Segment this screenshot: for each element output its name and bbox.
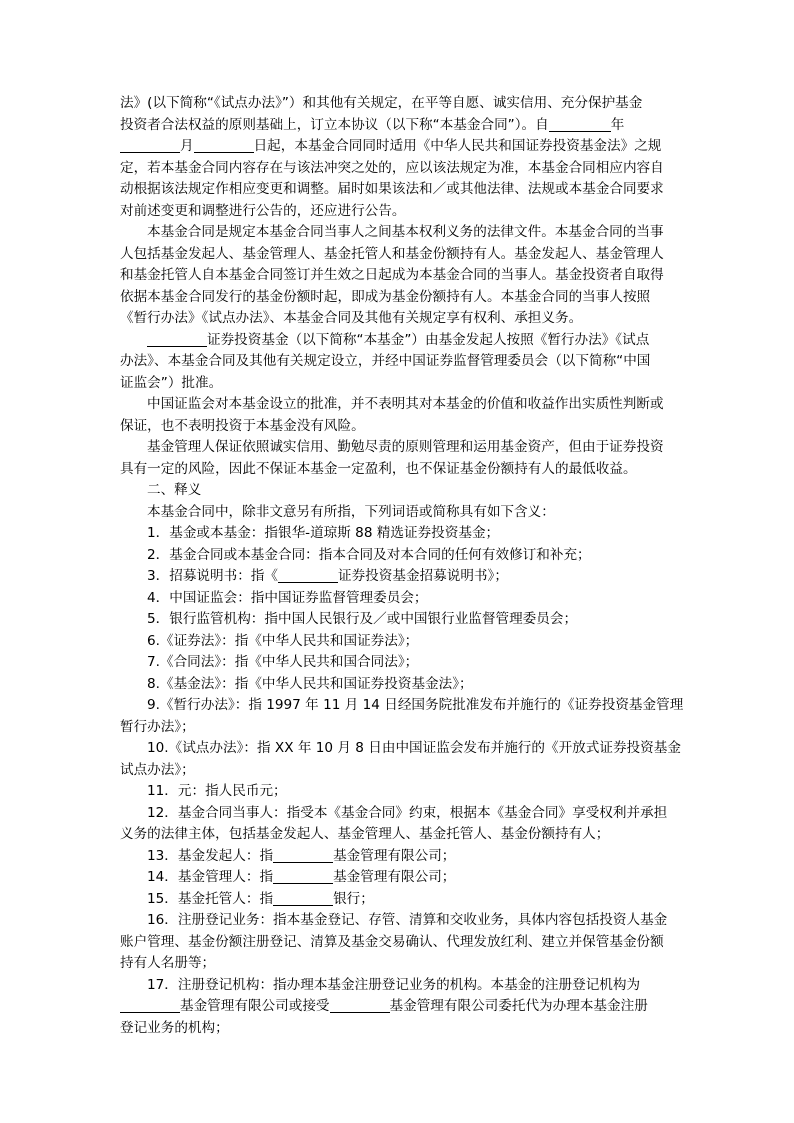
text-line: 动根据该法规定作相应变更和调整。届时如果该法和／或其他法律、法规或本基金合同要求: [120, 181, 664, 197]
definition-item-continuation: 暂行办法》；: [120, 718, 195, 735]
definition-item: 8.《基金法》：指《中华人民共和国证券投资基金法》；: [147, 675, 473, 692]
text-fragment: 投资者合法权益的原则基础上，订立本协议（以下称“本基金合同”）。自: [120, 116, 549, 133]
blank-field: [330, 998, 390, 1013]
definition-item: 7.《合同法》：指《中华人民共和国合同法》；: [147, 654, 419, 670]
definition-item: 11．元：指人民币元；: [147, 783, 287, 799]
text-line: 对前述变更和调整进行公告的，还应进行公告。: [120, 202, 406, 219]
text-line: 证监会”）批准。: [120, 374, 223, 391]
blank-field: [273, 869, 333, 884]
document-body: [120, 93, 684, 1039]
text-fragment: 年: [610, 116, 625, 133]
text-fragment: 基金管理有限公司委托代为办理本基金注册: [389, 998, 648, 1014]
text-line: [120, 115, 676, 137]
text-fragment: 14．基金管理人：指: [147, 869, 274, 885]
definition-item: 17．注册登记机构：指办理本基金注册登记业务的机构。本基金的注册登记机构为: [147, 976, 641, 993]
text-line: 定，若本基金合同内容存在与该法冲突之处的，应以该法规定为准，本基金合同相应内容自: [120, 159, 664, 176]
definitions-intro: 本基金合同中，除非文意另有所指，下列词语或简称具有如下含义：: [147, 503, 555, 520]
text-line: 本基金合同是规定本基金合同当事人之间基本权利义务的法律文件。本基金合同的当事: [147, 224, 664, 240]
text-line: 办法》、本基金合同及其他有关规定设立，并经中国证券监督管理委员会（以下简称“中国: [120, 353, 651, 369]
text-line: 依据本基金合同发行的基金份额时起，即成为基金份额持有人。本基金合同的当事人按照: [120, 288, 651, 305]
definition-item-continuation: 义务的法律主体，包括基金发起人、基金管理人、基金托管人、基金份额持有人；: [120, 826, 610, 842]
text-line: 保证，也不表明投资于本基金没有风险。: [120, 417, 365, 434]
text-fragment: 3．招募说明书：指《: [147, 568, 278, 584]
intro-paragraph: [120, 93, 676, 222]
definition-item: [120, 566, 676, 588]
csrc-paragraph: [120, 394, 676, 437]
definition-item-continuation: 试点办法》；: [120, 761, 195, 778]
blank-field: [120, 998, 180, 1013]
text-line: 《暂行办法》《试点办法》、本基金合同及其他有关规定享有权利、承担义务。: [120, 310, 583, 326]
definition-item-continuation: 账户管理、基金份额注册登记、清算及基金交易确认、代理发放红利、建立并保管基金份额: [120, 933, 664, 950]
text-line: 中国证监会对本基金设立的批准，并不表明其对本基金的价值和收益作出实质性判断或: [147, 396, 664, 412]
manager-paragraph: [120, 437, 676, 480]
definition-item: 16．注册登记业务：指本基金登记、存管、清算和交收业务，具体内容包括投资人基金: [147, 912, 668, 928]
text-line: [120, 136, 676, 158]
definition-item: [120, 846, 676, 868]
text-fragment: 基金管理有限公司；: [333, 869, 456, 885]
text-line: 人包括基金发起人、基金管理人、基金托管人和基金份额持有人。基金发起人、基金管理人: [120, 245, 664, 262]
definition-item-continuation: 登记业务的机构；: [120, 1019, 229, 1036]
parties-paragraph: [120, 222, 676, 330]
definition-item: 12．基金合同当事人：指受本《基金合同》约束，根据本《基金合同》享受权利并承担: [147, 804, 668, 821]
text-fragment: 基金管理有限公司；: [333, 847, 456, 864]
text-line: 和基金托管人自本基金合同签订并生效之日起成为本基金合同的当事人。基金投资者自取得: [120, 267, 664, 283]
blank-field: [278, 568, 338, 583]
definition-item: 1．基金或本基金：指银华-道琼斯 88 精选证券投资基金；: [147, 525, 500, 541]
definition-item: 10.《试点办法》：指 XX 年 10 月 8 日由中国证监会发布并施行的《开放式证券投资基金: [147, 740, 681, 756]
text-line: 基金管理人保证依照诚实信用、勤勉尽责的原则管理和运用基金资产，但由于证券投资: [147, 439, 664, 455]
text-line: 法》(以下简称“《试点办法》”）和其他有关规定，在平等自愿、诚实信用、充分保护基金: [120, 95, 643, 111]
text-fragment: 15．基金托管人：指: [147, 890, 274, 907]
definition-item: 6.《证券法》：指《中华人民共和国证券法》；: [147, 632, 419, 649]
blank-field: [147, 332, 207, 347]
fund-paragraph: [120, 330, 676, 395]
text-fragment: 13．基金发起人：指: [147, 847, 274, 864]
definition-item: [120, 889, 676, 911]
definition-item: 4．中国证监会：指中国证券监督管理委员会；: [147, 589, 428, 606]
blank-field: [273, 848, 333, 863]
text-line: [120, 330, 676, 352]
text-line: 具有一定的风险，因此不保证本基金一定盈利，也不保证基金份额持有人的最低收益。: [120, 460, 637, 477]
text-fragment: 月: [180, 138, 194, 154]
text-fragment: 证券投资基金（以下简称“本基金”）由基金发起人按照《暂行办法》《试点: [207, 331, 650, 348]
blank-field: [549, 117, 611, 132]
text-fragment: 证券投资基金招募说明书》；: [338, 568, 508, 584]
definition-item: 5．银行监管机构：指中国人民银行及／或中国银行业监督管理委员会；: [147, 611, 578, 627]
text-fragment: 银行；: [333, 890, 374, 907]
definition-item-continuation: 持有人名册等；: [120, 955, 216, 971]
blank-field: [120, 138, 180, 153]
blank-field: [194, 138, 254, 153]
section-heading: 二、释义: [147, 482, 202, 498]
definition-item: 9.《暂行办法》：指 1997 年 11 月 14 日经国务院批准发布并施行的《证券投资基金管理: [147, 697, 684, 713]
definition-item: [120, 867, 676, 889]
definitions-list: [120, 523, 684, 1039]
definition-item-continuation: [120, 996, 676, 1018]
text-fragment: 基金管理有限公司或接受: [180, 998, 330, 1014]
text-fragment: 日起，本基金合同同时适用《中华人民共和国证券投资基金法》之规: [253, 138, 662, 154]
definition-item: 2．基金合同或本基金合同：指本合同及对本合同的任何有效修订和补充；: [147, 546, 591, 563]
blank-field: [273, 891, 333, 906]
